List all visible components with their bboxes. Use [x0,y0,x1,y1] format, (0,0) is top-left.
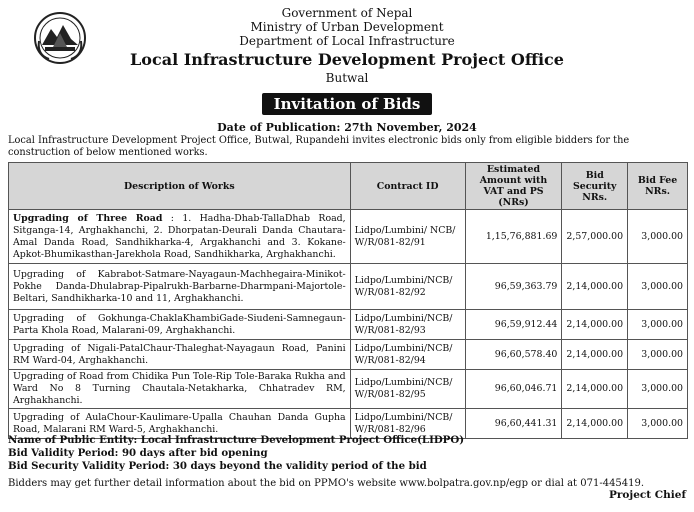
public-entity-line: Name of Public Entity: Local Infrastructure Development Project Office(LIDPO) [8,434,465,446]
contract-id-cell [350,340,465,370]
intro-paragraph: Local Infrastructure Development Project Office, Butwal, Rupandehi invites electronic bids only from eligible bidders for the construction of below mentioned works. [8,135,630,158]
contract-id-cell [350,310,465,340]
security-cell: 2,14,000.00 [562,264,628,310]
bid-table [8,162,688,439]
security-cell: 2,14,000.00 [562,370,628,409]
office-title: Local Infrastructure Development Project Office [130,50,564,69]
amount-cell: 96,60,441.31 [465,409,562,439]
fee-cell: 3,000.00 [628,409,688,439]
contract-id: Lidpo/Lumbini/NCB/ W/R/081-82/96 [354,411,453,435]
security-cell: 2,57,000.00 [562,210,628,264]
description-bold: Upgrading of Three Road [13,212,163,224]
fee-cell: 3,000.00 [628,310,688,340]
security-cell: 2,14,000.00 [562,310,628,340]
publication-date: Date of Publication: 27th November, 2024 [217,121,477,134]
amount-cell: 96,59,363.79 [465,264,562,310]
table-row [9,340,688,370]
header-amount: Estimated Amount with VAT and PS (NRs) [465,163,562,210]
security-cell: 2,14,000.00 [562,409,628,439]
ministry-line: Ministry of Urban Development [250,20,444,34]
table-row [9,210,688,264]
description-cell: Upgrading of Kabrabot-Satmare-Nayagaun-Machhegaira-Minikot-Pokhe Danda-Dhulabrap-Pipalrukh-Barbarne-Dharmpani-Majortole-Beltari, Sandhikharka-10 and 11, Arghakhanchi. [9,264,351,310]
amount-cell: 96,59,912.44 [465,310,562,340]
contract-id: Lidpo/Lumbini/NCB/ W/R/081-82/92 [354,274,453,298]
government-line: Government of Nepal [281,6,413,20]
contract-id: Lidpo/Lumbini/NCB/ W/R/081-82/94 [354,342,453,366]
info-line: Bidders may get further detail information about the bid on PPMO's website www.bolpatra.gov.np/egp or dial at 071-445419. [8,478,645,489]
contract-id: Lidpo/Lumbini/NCB/ W/R/081-82/93 [354,312,453,336]
table-row [9,310,688,340]
security-cell: 2,14,000.00 [562,340,628,370]
amount-cell: 96,60,578.40 [465,340,562,370]
amount-cell: 96,60,046.71 [465,370,562,409]
fee-cell: 3,000.00 [628,340,688,370]
bid-validity-line: Bid Validity Period: 90 days after bid opening [8,447,268,459]
fee-cell: 3,000.00 [628,264,688,310]
contract-id-cell [350,210,465,264]
table-header-row [9,163,688,210]
description-text: : 1. Hadha-Dhab-TallaDhab Road, Sitganga-14, Arghakhanchi, 2. Dhorpatan-Deurali Danda Chautara-Amal Danda Road, Sandhikharka-4, Argakhanchi and 3. Kokane-Apkot-Bhumikasthan-Jarekhola Road, Sandhikharka, Arghakhanchi. [13,212,346,260]
description-cell: Upgrading of Gokhunga-ChaklaKhambiGade-Siudeni-Samnegaun-Parta Khola Road, Malarani-09, Arghakhanchi. [9,310,351,340]
security-validity-line: Bid Security Validity Period: 30 days beyond the validity period of the bid [8,460,427,472]
fee-cell: 3,000.00 [628,370,688,409]
office-city: Butwal [325,71,369,85]
contract-id: Lidpo/Lumbini/ NCB/ W/R/081-82/91 [354,224,456,248]
header-description: Description of Works [9,163,351,210]
amount-cell: 1,15,76,881.69 [465,210,562,264]
contract-id-cell [350,370,465,409]
table-row [9,264,688,310]
department-line: Department of Local Infrastructure [239,34,455,48]
header-contract-id: Contract ID [350,163,465,210]
description-cell [9,210,351,264]
header-fee: Bid Fee NRs. [628,163,688,210]
header-security: Bid Security NRs. [562,163,628,210]
description-cell: Upgrading of Nigali-PatalChaur-Thaleghat-Nayagaun Road, Panini RM Ward-04, Arghakhanchi. [9,340,351,370]
table-row [9,370,688,409]
notice-title: Invitation of Bids [262,93,432,115]
contract-id: Lidpo/Lumbini/NCB/ W/R/081-82/95 [354,377,453,400]
description-cell: Upgrading of Road from Chidika Pun Tole-Rip Tole-Baraka Rukha and Ward No 8 Turning Chautala-Netakharka, Chhatradev RM, Arghakhanchi. [9,370,351,409]
signatory: Project Chief [609,489,686,501]
contract-id-cell [350,264,465,310]
description-cell: Upgrading of AulaChour-Kaulimare-Upalla Chauhan Danda Gupha Road, Malarani RM Ward-5, Arghakhanchi. [9,409,351,439]
fee-cell: 3,000.00 [628,210,688,264]
